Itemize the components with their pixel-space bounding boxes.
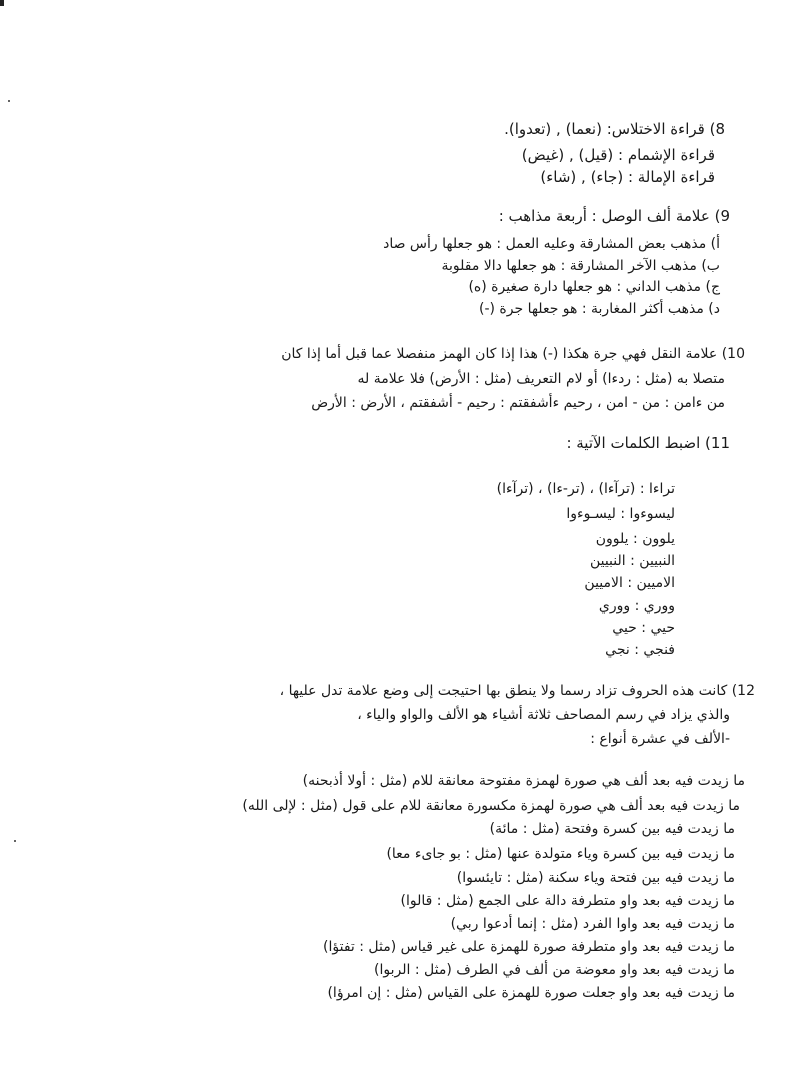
word-1: تراءا : (ترآءا) ، (تر-ءا) ، (ترآءا) xyxy=(496,481,675,497)
section-12-line-2: والذي يزاد في رسم المصاحف ثلاثة أشياء هو الألف والواو والياء ، xyxy=(357,707,730,723)
word-2: ليسوءوا : ليسـوءوا xyxy=(566,506,675,522)
type-1: ما زيدت فيه بعد ألف هي صورة لهمزة مفتوحة معانقة للام (مثل : أولا أذبحنه) xyxy=(302,773,745,789)
section-9-item-d: د) مذهب أكثر المغاربة : هو جعلها جرة (-) xyxy=(479,301,720,317)
section-12-line-1: 12) كانت هذه الحروف تزاد رسما ولا ينطق بها احتيجت إلى وضع علامة تدل عليها ، xyxy=(279,683,755,699)
section-9-heading: 9) علامة ألف الوصل : أربعة مذاهب : xyxy=(498,207,730,225)
section-9-item-b: ب) مذهب الآخر المشارقة : هو جعلها دالا مقلوبة xyxy=(441,258,720,274)
section-11-heading: 11) اضبط الكلمات الآتية : xyxy=(566,434,730,452)
word-7: حيي : حيي xyxy=(612,620,675,636)
word-3: يلوون : يلوون xyxy=(595,531,675,547)
word-8: فنجي : نجي xyxy=(605,642,675,658)
section-9-item-a: أ) مذهب بعض المشارقة وعليه العمل : هو جعلها رأس صاد xyxy=(383,236,720,252)
word-5: الاميين : الاميين xyxy=(584,575,675,591)
type-4: ما زيدت فيه بين كسرة وياء متولدة عنها (مثل : بو جاىء معا) xyxy=(386,846,735,862)
type-2: ما زيدت فيه بعد ألف هي صورة لهمزة مكسورة معانقة للام على قول (مثل : لإلى الله) xyxy=(242,798,740,814)
section-10-line-2: متصلا به (مثل : ردءا) أو لام التعريف (مثل : الأرض) فلا علامة له xyxy=(357,371,725,387)
section-10-line-1: 10) علامة النقل فهي جرة هكذا (-) هذا إذا كان الهمز منفصلا عما قبل أما إذا كان xyxy=(281,346,745,362)
section-10-line-3: من ءامن : من - امن ، رحيم ءأشفقتم : رحيم - أشفقتم ، الأرض : الأرض xyxy=(311,395,725,411)
type-6: ما زيدت فيه بعد واو متطرفة دالة على الجمع (مثل : قالوا) xyxy=(400,893,735,909)
section-8-line-1: 8) قراءة الاختلاس: (نعما) , (تعدوا). xyxy=(504,120,725,138)
scan-speck xyxy=(8,100,10,102)
type-10: ما زيدت فيه بعد واو جعلت صورة للهمزة على القياس (مثل : إن امرؤا) xyxy=(327,985,735,1001)
word-4: النبيين : النبيين xyxy=(589,553,675,569)
section-8-line-3: قراءة الإمالة : (جاء) , (شاء) xyxy=(540,168,715,186)
scan-artifact xyxy=(0,0,4,6)
word-6: ووري : ووري xyxy=(598,598,675,614)
section-12-line-3: -الألف في عشرة أنواع : xyxy=(590,731,730,747)
section-9-item-c: ج) مذهب الداني : هو جعلها دارة صغيرة (ه) xyxy=(468,279,720,295)
section-8-line-2: قراءة الإشمام : (قيل) , (غيض) xyxy=(521,146,715,164)
type-7: ما زيدت فيه بعد واوا الفرد (مثل : إنما أدعوا ربي) xyxy=(450,916,735,932)
scan-speck xyxy=(14,840,16,842)
type-9: ما زيدت فيه بعد واو معوضة من ألف في الطرف (مثل : الربوا) xyxy=(374,962,735,978)
type-8: ما زيدت فيه بعد واو متطرفة صورة للهمزة على غير قياس (مثل : تفتؤا) xyxy=(323,939,735,955)
type-5: ما زيدت فيه بين فتحة وياء سكنة (مثل : تايئسوا) xyxy=(456,870,735,886)
type-3: ما زيدت فيه بين كسرة وفتحة (مثل : مائة) xyxy=(489,821,735,837)
